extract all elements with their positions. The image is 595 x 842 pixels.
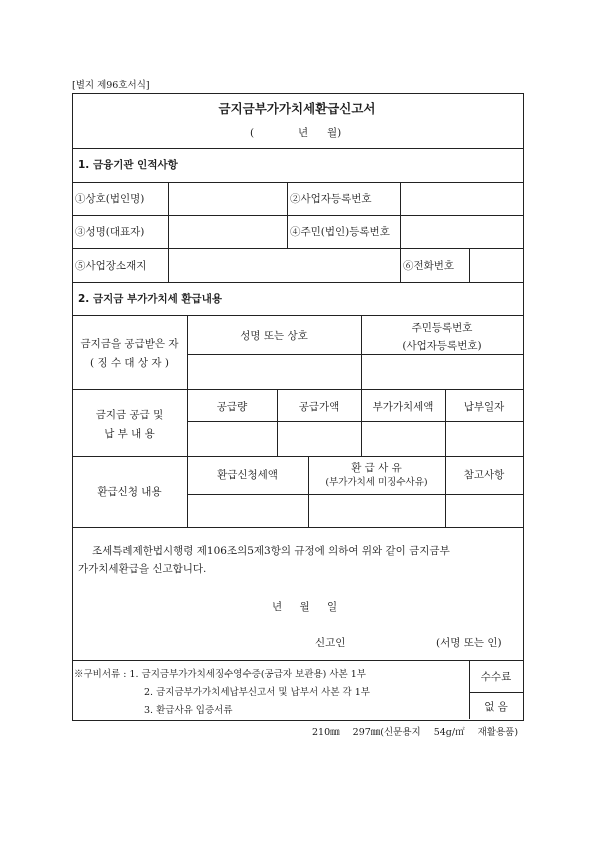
attachments-item-1: ※구비서류 : 1. 금지금부가가치세징수영수증(공급자 보관용) 사본 1부	[74, 669, 366, 680]
refund-amount-field[interactable]	[188, 495, 307, 526]
business-no-field[interactable]	[401, 183, 521, 214]
supplier-label-2: ( 징 수 대 상 자 )	[90, 357, 169, 369]
resident-no-label: ④주민(법인)등록번호	[290, 226, 390, 238]
supplier-label-1: 금지금을 공급받은 자	[80, 338, 179, 350]
address-label: ⑤사업장소재지	[75, 260, 147, 272]
supply-value-field[interactable]	[278, 422, 360, 455]
period-month: 월)	[327, 127, 342, 139]
note-field[interactable]	[446, 495, 521, 526]
col-note: 참고사항	[463, 469, 505, 481]
col-name-or-company: 성명 또는 상호	[240, 330, 308, 342]
section1-heading: 1. 금융기관 인적사항	[78, 159, 178, 171]
col-vat-amount: 부가가치세액	[372, 401, 434, 413]
refund-reason-field[interactable]	[309, 495, 444, 526]
col-supply-value: 공급가액	[298, 401, 340, 413]
col-refund-reason-1: 환 급 사 유	[351, 462, 402, 474]
business-no-label: ②사업자등록번호	[290, 193, 372, 205]
refund-label: 환급신청 내용	[97, 486, 162, 498]
col-refund-reason-2: (부가가치세 미징수사유)	[325, 477, 428, 488]
representative-label: ③성명(대표자)	[75, 226, 145, 238]
declaration-line-1: 조세특례제한법시행령 제106조의5제3항의 규정에 의하여 위와 같이 금지금부	[92, 545, 450, 557]
company-name-label: ①상호(법인명)	[75, 193, 145, 205]
phone-field[interactable]	[470, 249, 521, 281]
attachments-item-3: 3. 환급사유 입증서류	[144, 705, 233, 716]
company-name-field[interactable]	[169, 183, 286, 214]
vat-amount-field[interactable]	[362, 422, 444, 455]
representative-field[interactable]	[169, 216, 286, 247]
col-refund-amount: 환급신청세액	[217, 469, 278, 481]
col-payment-date: 납부일자	[463, 401, 505, 413]
period-open: (	[250, 127, 255, 139]
supplier-reg-no-field[interactable]	[362, 355, 521, 388]
supply-label-1: 금지금 공급 및	[95, 409, 164, 421]
period-year: 년	[298, 127, 309, 139]
payment-date-field[interactable]	[446, 422, 521, 455]
col-reg-no-2: (사업자등록번호)	[402, 340, 482, 352]
phone-label: ⑥전화번호	[403, 260, 455, 272]
form-label: [별지 제96호서식]	[72, 80, 150, 91]
supplier-name-field[interactable]	[188, 355, 360, 388]
col-reg-no-1: 주민등록번호	[411, 322, 473, 334]
declaration-date: 년 월 일	[272, 601, 338, 613]
form-title: 금지금부가가치세환급신고서	[218, 101, 376, 116]
supply-qty-field[interactable]	[188, 422, 276, 455]
declarant-label: 신고인	[315, 637, 346, 649]
signature-label: (서명 또는 인)	[436, 637, 502, 649]
supply-label-2: 납 부 내 용	[104, 428, 155, 440]
attachments-item-2: 2. 금지금부가가치세납부신고서 및 납부서 사본 각 1부	[144, 687, 370, 698]
declaration-line-2: 가가치세환급을 신고합니다.	[78, 563, 207, 575]
col-supply-qty: 공급량	[216, 401, 248, 413]
paper-spec-footer: 210㎜ 297㎜(신문용지 54g/㎡ 재활용품)	[312, 727, 519, 738]
address-field[interactable]	[169, 249, 399, 281]
resident-no-field[interactable]	[401, 216, 521, 247]
fee-value: 없 음	[484, 701, 508, 713]
fee-label: 수수료	[480, 671, 512, 683]
section2-heading: 2. 금지금 부가가치세 환급내용	[78, 293, 222, 305]
